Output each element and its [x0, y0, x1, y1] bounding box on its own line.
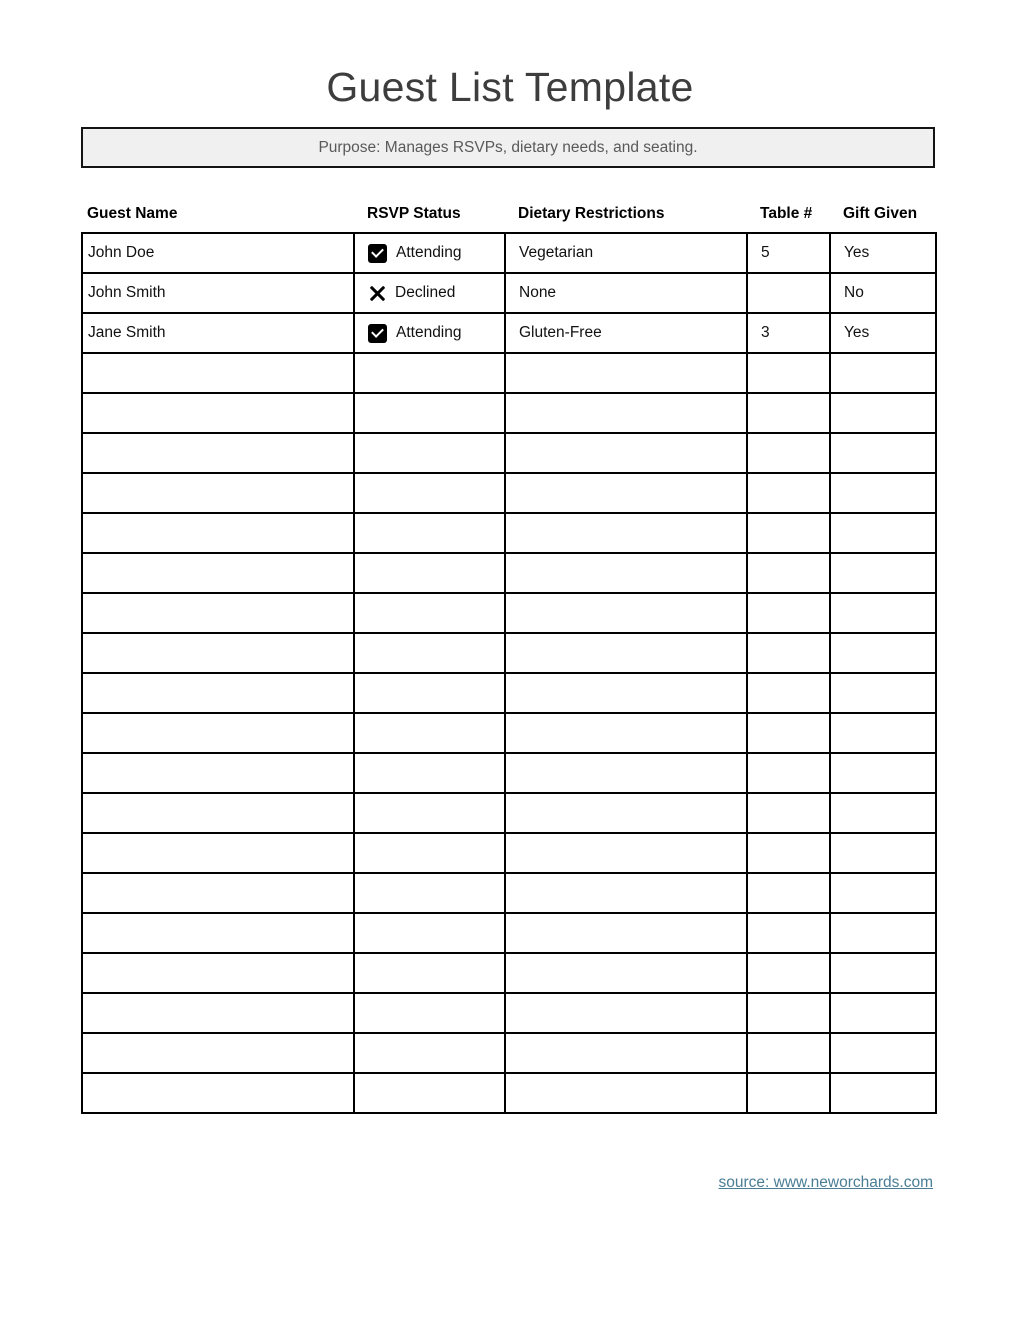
gift-given-cell — [830, 673, 936, 713]
empty-table-row — [82, 953, 936, 993]
gift-given-cell: Yes — [830, 233, 936, 273]
gift-given-cell — [830, 833, 936, 873]
table-number-cell — [747, 473, 830, 513]
guest-name-cell — [82, 873, 354, 913]
rsvp-status-cell — [354, 993, 505, 1033]
table-number-cell — [747, 753, 830, 793]
rsvp-status-content — [368, 244, 500, 263]
guest-name-cell — [82, 833, 354, 873]
rsvp-status-content — [368, 284, 500, 302]
guest-name-cell — [82, 1073, 354, 1113]
rsvp-status-cell — [354, 833, 505, 873]
dietary-restrictions-cell — [505, 793, 747, 833]
empty-table-row — [82, 353, 936, 393]
table-number-cell — [747, 273, 830, 313]
header-row — [82, 196, 936, 233]
guest-table-header — [82, 196, 936, 233]
table-number-cell: 3 — [747, 313, 830, 353]
checked-checkbox-icon — [368, 244, 387, 263]
empty-table-row — [82, 993, 936, 1033]
gift-given-cell — [830, 953, 936, 993]
rsvp-status-cell — [354, 233, 505, 273]
table-number-cell — [747, 353, 830, 393]
gift-given-cell — [830, 633, 936, 673]
empty-table-row — [82, 633, 936, 673]
guest-name-cell — [82, 993, 354, 1033]
dietary-restrictions-cell: Gluten-Free — [505, 313, 747, 353]
guest-name-cell: John Doe — [82, 233, 354, 273]
rsvp-status-cell — [354, 753, 505, 793]
empty-table-row — [82, 593, 936, 633]
guest-name-cell — [82, 753, 354, 793]
empty-table-row — [82, 673, 936, 713]
table-number-cell — [747, 993, 830, 1033]
guest-name-cell — [82, 713, 354, 753]
gift-given-cell — [830, 713, 936, 753]
empty-table-row — [82, 753, 936, 793]
rsvp-status-cell — [354, 953, 505, 993]
table-row — [82, 313, 936, 353]
dietary-restrictions-cell — [505, 553, 747, 593]
rsvp-status-cell — [354, 673, 505, 713]
dietary-restrictions-cell — [505, 913, 747, 953]
rsvp-status-label: Declined — [395, 284, 456, 301]
guest-name-cell — [82, 913, 354, 953]
guest-name-cell — [82, 793, 354, 833]
guest-name-cell: Jane Smith — [82, 313, 354, 353]
dietary-restrictions-cell: Vegetarian — [505, 233, 747, 273]
rsvp-status-cell — [354, 1073, 505, 1113]
guest-list-table — [81, 196, 937, 1114]
table-number-cell — [747, 553, 830, 593]
dietary-restrictions-cell — [505, 513, 747, 553]
empty-table-row — [82, 913, 936, 953]
table-number-cell — [747, 593, 830, 633]
table-number-cell — [747, 1033, 830, 1073]
table-row — [82, 233, 936, 273]
guest-name-cell: John Smith — [82, 273, 354, 313]
guest-table-body — [82, 233, 936, 1113]
rsvp-status-cell — [354, 873, 505, 913]
dietary-restrictions-cell — [505, 1073, 747, 1113]
gift-given-cell — [830, 553, 936, 593]
column-header-rsvp-status: RSVP Status — [367, 205, 461, 222]
dietary-restrictions-cell: None — [505, 273, 747, 313]
table-number-cell — [747, 713, 830, 753]
column-header-table-number: Table # — [760, 205, 813, 222]
rsvp-status-cell — [354, 913, 505, 953]
rsvp-status-content — [368, 324, 500, 343]
dietary-restrictions-cell — [505, 433, 747, 473]
guest-name-cell — [82, 393, 354, 433]
x-mark-icon — [368, 284, 386, 302]
empty-table-row — [82, 433, 936, 473]
guest-table — [81, 196, 935, 1114]
purpose-banner — [81, 127, 935, 168]
table-number-cell — [747, 633, 830, 673]
gift-given-cell — [830, 1033, 936, 1073]
gift-given-cell — [830, 593, 936, 633]
gift-given-cell — [830, 873, 936, 913]
dietary-restrictions-cell — [505, 993, 747, 1033]
column-header-guest-name: Guest Name — [87, 205, 178, 222]
rsvp-status-cell — [354, 793, 505, 833]
gift-given-cell — [830, 993, 936, 1033]
source-link[interactable]: source: www.neworchards.com — [718, 1174, 933, 1191]
column-header-gift-given: Gift Given — [843, 205, 918, 222]
dietary-restrictions-cell — [505, 753, 747, 793]
gift-given-cell — [830, 513, 936, 553]
rsvp-status-label: Attending — [396, 324, 462, 341]
dietary-restrictions-cell — [505, 953, 747, 993]
table-number-cell — [747, 513, 830, 553]
dietary-restrictions-cell — [505, 873, 747, 913]
gift-given-cell — [830, 793, 936, 833]
gift-given-cell — [830, 393, 936, 433]
table-number-cell — [747, 833, 830, 873]
purpose-text: Purpose: Manages RSVPs, dietary needs, and seating. — [318, 138, 698, 156]
gift-given-cell: Yes — [830, 313, 936, 353]
empty-table-row — [82, 1033, 936, 1073]
guest-name-cell — [82, 473, 354, 513]
rsvp-status-cell — [354, 273, 505, 313]
rsvp-status-cell — [354, 1033, 505, 1073]
guest-name-cell — [82, 953, 354, 993]
table-number-cell: 5 — [747, 233, 830, 273]
empty-table-row — [82, 473, 936, 513]
rsvp-status-cell — [354, 393, 505, 433]
rsvp-status-cell — [354, 513, 505, 553]
dietary-restrictions-cell — [505, 1033, 747, 1073]
rsvp-status-label: Attending — [396, 244, 462, 261]
dietary-restrictions-cell — [505, 833, 747, 873]
empty-table-row — [82, 713, 936, 753]
rsvp-status-cell — [354, 633, 505, 673]
empty-table-row — [82, 873, 936, 913]
dietary-restrictions-cell — [505, 353, 747, 393]
table-number-cell — [747, 873, 830, 913]
gift-given-cell: No — [830, 273, 936, 313]
column-header-dietary-restrictions: Dietary Restrictions — [518, 205, 665, 222]
guest-name-cell — [82, 513, 354, 553]
rsvp-status-cell — [354, 713, 505, 753]
table-number-cell — [747, 953, 830, 993]
guest-name-cell — [82, 633, 354, 673]
dietary-restrictions-cell — [505, 673, 747, 713]
guest-name-cell — [82, 673, 354, 713]
guest-name-cell — [82, 433, 354, 473]
table-number-cell — [747, 433, 830, 473]
guest-name-cell — [82, 1033, 354, 1073]
dietary-restrictions-cell — [505, 593, 747, 633]
gift-given-cell — [830, 753, 936, 793]
rsvp-status-cell — [354, 353, 505, 393]
gift-given-cell — [830, 913, 936, 953]
table-number-cell — [747, 793, 830, 833]
page-title: Guest List Template — [326, 64, 694, 110]
rsvp-status-cell — [354, 313, 505, 353]
empty-table-row — [82, 393, 936, 433]
rsvp-status-cell — [354, 593, 505, 633]
rsvp-status-cell — [354, 473, 505, 513]
gift-given-cell — [830, 353, 936, 393]
dietary-restrictions-cell — [505, 713, 747, 753]
table-number-cell — [747, 673, 830, 713]
guest-name-cell — [82, 593, 354, 633]
dietary-restrictions-cell — [505, 633, 747, 673]
table-number-cell — [747, 913, 830, 953]
guest-name-cell — [82, 553, 354, 593]
rsvp-status-cell — [354, 553, 505, 593]
gift-given-cell — [830, 433, 936, 473]
checked-checkbox-icon — [368, 324, 387, 343]
empty-table-row — [82, 513, 936, 553]
dietary-restrictions-cell — [505, 393, 747, 433]
empty-table-row — [82, 833, 936, 873]
dietary-restrictions-cell — [505, 473, 747, 513]
empty-table-row — [82, 553, 936, 593]
table-number-cell — [747, 1073, 830, 1113]
guest-name-cell — [82, 353, 354, 393]
gift-given-cell — [830, 1073, 936, 1113]
gift-given-cell — [830, 473, 936, 513]
empty-table-row — [82, 1073, 936, 1113]
rsvp-status-cell — [354, 433, 505, 473]
empty-table-row — [82, 793, 936, 833]
table-row — [82, 273, 936, 313]
table-number-cell — [747, 393, 830, 433]
